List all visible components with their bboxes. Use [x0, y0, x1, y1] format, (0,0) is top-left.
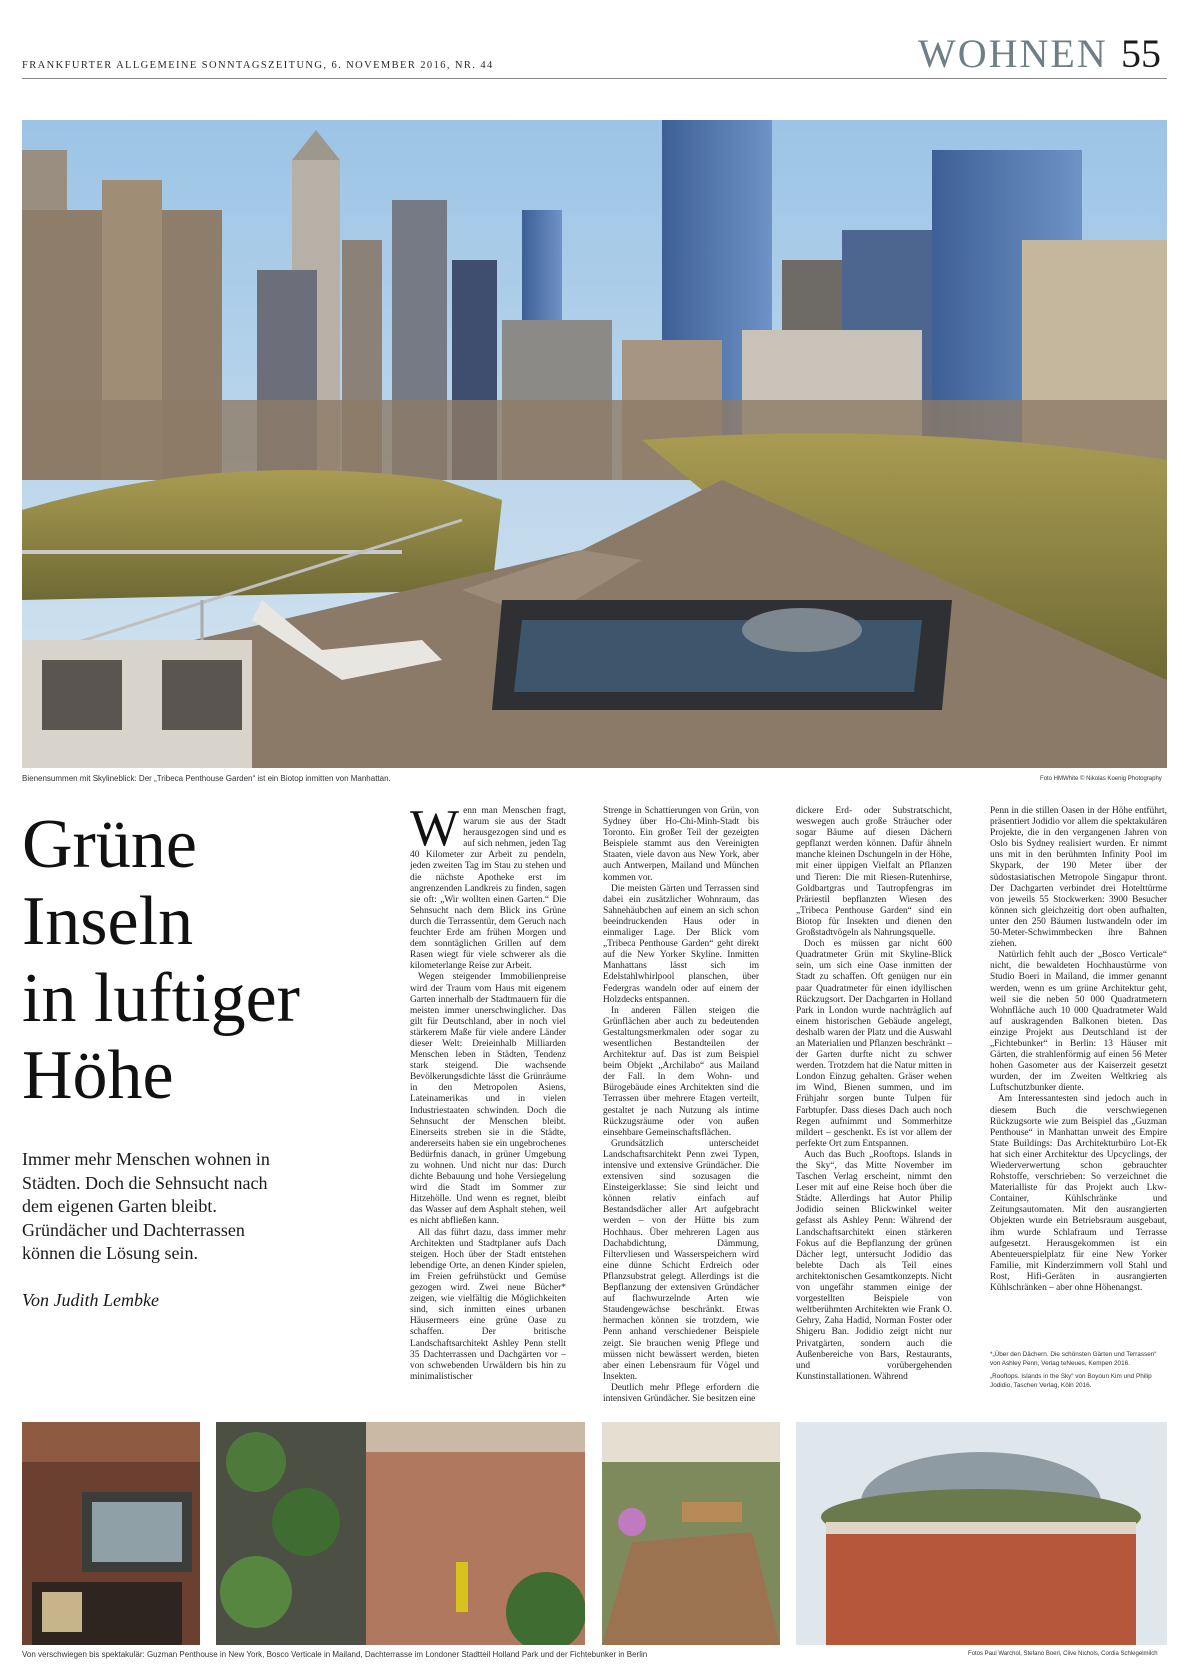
- section-title: WOHNEN: [918, 31, 1108, 76]
- photo-holland-park-terrace: [602, 1422, 780, 1645]
- bottom-photos-caption: Von verschwiegen bis spektakulär: Guzman Penthouse in New York, Bosco Verticale in Mailand, Dachterrasse im Londoner Stadtteil Holland Park und der Fichtebunker in Berlin: [22, 1650, 648, 1659]
- body-column-2: [603, 806, 759, 1406]
- drop-cap: W: [410, 806, 460, 857]
- footnote: „Rooftops. Islands in the Sky“ von Boyoun Kim und Philip Jodidio, Taschen Verlag, Köln 2016.: [990, 1373, 1152, 1389]
- body-paragraph: Penn in die stillen Oasen in der Höhe entführt, präsentiert Jodidio vor allem die spektakulären Projekte, die in den vergangenen Jahren von Oslo bis Sydney realisiert wurden. Er nimmt uns mit in den berühmten Infinity Pool im Skypark, der 190 Meter über der südostasiatischen Metropole Singapur thront. Der Dachgarten verbindet drei Hotelttürme von jeweils 55 Stockwerken: 3900 Besucher können sich gleichzeitig dort oben aufhalten, unter den 250 Bäumen lustwandeln oder im 50-Meter-Schwimmbecken ihre Bahnen ziehen.: [990, 806, 1167, 950]
- headline-line: in luftiger: [22, 960, 300, 1037]
- photo-bosco-verticale: [216, 1422, 585, 1645]
- main-photo-credit: Foto HMWhite © Nikolas Koenig Photography: [1040, 776, 1162, 782]
- body-paragraph: Grundsätzlich unterscheidet Landschaftsarchitekt Penn zwei Typen, intensive und extensive Gründächer. Die extensiven sind sozusagen die Einsteigerklasse: Sie sind leicht und können relativ einfach auf Bestandsdächer aller Art aufgebracht werden – von der Hütte bis zum Hochhaus. Über mehreren Lagen aus Dachabdichtung, Dämmung, Filtervliesen und Wasserspeichern wird eine dünne Schicht Erdreich oder Pflanzsubstrat gelegt. Allerdings ist die Bepflanzung der extensiven Gründächer auf flachwurzelnde Arten wie Staudengewächse beschränkt. Etwas hermachen können sie trotzdem, wie Penn anhand verschiedener Beispiele zeigt. Sie brauchen wenig Pflege und müssen nicht bewässert werden, bieten aber einen Lebensraum für Vögel und Insekten.: [603, 1138, 759, 1382]
- header-rule: [22, 78, 1167, 79]
- body-paragraph: Natürlich fehlt auch der „Bosco Verticale“ nicht, die bewaldeten Hochhaustürme von Studio Boeri in Mailand, die immer genannt werden, wenn es um grüne Architektur geht, weil sie die neben 50 000 Quadratmetern Wohnfläche auch 10 000 Quadratmeter Wald auf auskragenden Balkonen bieten. Das einzige Projekt aus Deutschland ist der „Fichtebunker“ in Berlin: 13 Häuser mit Gärten, die strahlenförmig auf einen 56 Meter hohen Gasometer aus der Kaiserzeit gesetzt wurden, der im Zweiten Weltkrieg als Luftschutzbunker diente.: [990, 950, 1167, 1094]
- newspaper-masthead: FRANKFURTER ALLGEMEINE SONNTAGSZEITUNG, 6. NOVEMBER 2016, NR. 44: [22, 60, 494, 71]
- body-paragraph: All das führt dazu, dass immer mehr Architekten und Stadtplaner aufs Dach steigen. Hoch über der Stadt entstehen lebendige Orte, an denen Kinder spielen, im Freien gefrühstückt und Gemüse gezogen wird. Zwei neue Bücher* zeigen, wie vielfältig die Möglichkeiten sind, sich inmitten eines urbanen Häusermeers eine grüne Oase zu schaffen. Der britische Landschaftsarchitekt Ashley Penn stellt 35 Dachterrassen und Dachgärten vor – von schwebenden Urwäldern bis hin zu minimalistischer: [410, 1227, 566, 1382]
- footnote: *„Über den Dächern. Die schönsten Gärten und Terrassen“ von Ashley Penn, Verlag teNeues, Kempen 2016.: [990, 1351, 1157, 1367]
- body-paragraph: Doch es müssen gar nicht 600 Quadratmeter Grün mit Skyline-Blick sein, um sich eine Oase inmitten der Stadt zu schaffen. Oft genügen nur ein paar Quadratmeter für einen idyllischen Rückzugsort. Der Dachgarten in Holland Park in London wurde nachträglich auf einem historischen Gebäude angelegt, deshalb waren der Platz und die Auswahl an Materialien und Pflanzen beschränkt – der Garten durfte nicht zu schwer werden. Trotzdem hat die Natur mitten in London Einzug gehalten. Gräser wehen im Wind, Bienen summen, und im Frühjahr sorgen bunte Tulpen für Farbtupfer. Dass dieses Dach auch noch Regen aufnimmt und Sommerhitze mildert – geschenkt. Es ist vor allem der perfekte Ort zum Entspannen.: [796, 939, 952, 1149]
- body-paragraph: Strenge in Schattierungen von Grün, von Sydney über Ho-Chi-Minh-Stadt bis Toronto. Ein großer Teil der gezeigten Beispiele stammt aus den Vereinigten Staaten, viele davon aus New York, aber auch Antwerpen, Mailand und München kommen vor.: [603, 806, 759, 883]
- main-photo-rooftop-garden: [22, 120, 1167, 768]
- book-footnotes: [990, 1350, 1167, 1394]
- main-photo-caption: Bienensummen mit Skylineblick: Der „Tribeca Penthouse Garden“ ist ein Biotop inmitten von Manhattan.: [22, 774, 391, 783]
- body-column-1: [410, 806, 566, 1406]
- article-headline: [22, 806, 392, 1114]
- photo-fichtebunker: [796, 1422, 1167, 1645]
- page-number: 55: [1121, 31, 1161, 76]
- body-paragraph: Auch das Buch „Rooftops. Islands in the Sky“, das Mitte November im Taschen Verlag erscheint, nimmt den Leser mit auf eine Reise hoch über die Städte. Allerdings hat Autor Philip Jodidio seinen Blickwinkel weiter gefasst als Ashley Penn: Während der Landschaftsarchitekt einen stärkeren Fokus auf die Bepflanzung der grünen Dächer legt, untersucht Jodidio das belebte Dach als Teil eines architektonischen Gesamtkonzepts. Nicht von ungefähr stammen einige der vorgestellten Beispiele von weltberühmten Architekten wie Frank O. Gehry, Zaha Hadid, Norman Foster oder Shigeru Ban. Jodidio zeigt nicht nur Privatgärten, sondern auch die Außenbereiche von Bars, Restaurants, und vorübergehenden Kunstinstallationen. Während: [796, 1149, 952, 1382]
- body-column-4: [990, 806, 1167, 1346]
- headline-line: Höhe: [22, 1037, 174, 1114]
- body-paragraph: In anderen Fällen steigen die Grünflächen aber auch zu bedeutenden Gestaltungsmerkmalen oder sogar zu wesentlichen Bestandteilen der Architektur auf. Das ist zum Beispiel beim Objekt „Archilabo“ aus Mailand der Fall. In dem Wohn- und Bürogebäude eines Architekten sind die Terrassen über mehrere Etagen verteilt, gestaltet je nach Nutzung als intime Rückzugsräume oder von außen einsehbare Gemeinschaftsflächen.: [603, 1005, 759, 1138]
- headline-line: Grüne: [22, 806, 197, 883]
- article-byline: Von Judith Lembke: [22, 1290, 159, 1310]
- body-paragraph: Wegen steigender Immobilienpreise wird der Traum vom Haus mit eigenem Garten innerhalb der Stadtmauern für die meisten immer unerschwinglicher. Das gilt für Deutschland, aber in noch viel stärkerem Maße für viele andere Länder dieser Welt: Dreieinhalb Milliarden Menschen leben in Städten, Tendenz stark steigend. Die wachsende Bevölkerungsdichte lässt die Grünräume in den Metropolen Asiens, Lateinamerikas und in vielen Industriestaaten schwinden. Doch die Sehnsucht der Menschen bleibt. Einerseits streben sie in die Städte, andererseits haben sie ein ungebrochenes Bedürfnis danach, in grüner Umgebung zu wohnen. Und nicht nur das: Durch dichte Bebauung und hohe Versiegelung wird die Stadt im Sommer zur Hitzehölle. Und wenn es regnet, bleibt das Wasser auf dem Asphalt stehen, weil es nicht abfließen kann.: [410, 972, 566, 1227]
- body-paragraph: Am Interessantesten sind jedoch auch in diesem Buch die verschwiegenen Rückzugsorte wie zum Beispiel das „Guzman Penthouse“ in Manhattan unweit des Empire State Buildings: Das Architekturbüro Lot-Ek hat sich einer Architektur des Upcyclings, der Wiederverwertung schon gebrauchter Rohstoffe, verschrieben: So verzeichnet die Materialliste für das Projekt auch Lkw-Container, Kühlschränke und Zeitungsautomaten. Mit den ausrangierten Objekten wurde ein Betriebsraum ausgebaut, ihm wurde Schlafraum und Terrasse aufgesetzt. Herausgekommen ist ein Abenteuerspielplatz für eine New Yorker Familie, mit Kinderzimmern voll Stahl und Rost, Hifi-Geräten in ausrangierten Kühlschränken – aber ohne Höhenangst.: [990, 1094, 1167, 1294]
- body-paragraph: Deutlich mehr Pflege erfordern die intensiven Gründächer. Sie besitzen eine: [603, 1382, 759, 1404]
- body-paragraph: Die meisten Gärten und Terrassen sind dabei ein zusätzlicher Wohnraum, das Sahnehäubchen auf einem an sich schon beeindruckenden Haus oder in einmaliger Lage. Der Blick vom „Tribeca Penthouse Garden“ geht direkt auf die New Yorker Skyline. Inmitten Manhattans lässt sich im Edelstahlwhirlpool planschen, über Federgras wandeln oder auf einem der Holzdecks entspannen.: [603, 883, 759, 1005]
- body-paragraph: [410, 806, 566, 972]
- headline-line: Inseln: [22, 883, 194, 960]
- body-column-3: [796, 806, 952, 1406]
- photo-guzman-penthouse: [22, 1422, 200, 1645]
- paragraph-text: enn man Menschen fragt, warum sie aus der Stadt herausgezogen sind und es auf sich nehmen, jeden Tag 40 Kilometer zur Arbeit zu pendeln, jeden zweiten Tag im Stau zu stehen und die nächste Apotheke erst im angrenzenden Landkreis zu finden, sagen sie oft: „Wir wollten einen Garten.“ Die Sehnsucht nach dem Blick ins Grüne durch die Terrassentür, dem Geruch nach feuchter Erde am frühen Morgen und dem sonntäglichen Grillen auf dem Rasen wiegt für viele schwerer als die kilometerlange Reise zur Arbeit.: [410, 806, 566, 972]
- bottom-photos-credit: Fotos Paul Warchol, Stefano Boeri, Clive Nichols, Cordia Schlegelmilch: [968, 1651, 1158, 1657]
- article-dek: Immer mehr Menschen wohnen in Städten. Doch die Sehnsucht nach dem eigenen Garten bleibt. Gründächer und Dachterrassen können die Lösung sein.: [22, 1149, 270, 1263]
- body-paragraph: dickere Erd- oder Substratschicht, weswegen auch große Sträucher oder sogar Bäume auf diesen Dächern gepflanzt werden können. Dafür ähneln manche kleinen Dschungeln in der Höhe, mit einer üppigen Vielfalt an Pflanzen und Tieren: Die mit Riesen-Rutenhirse, Goldbartgras und Tautropfengras im Präriestil bepflanzten Wiesen des „Tribeca Penthouse Garden“ sind ein Biotop für Insekten und dienen den Großstadtvögeln als Nahrungsquelle.: [796, 806, 952, 939]
